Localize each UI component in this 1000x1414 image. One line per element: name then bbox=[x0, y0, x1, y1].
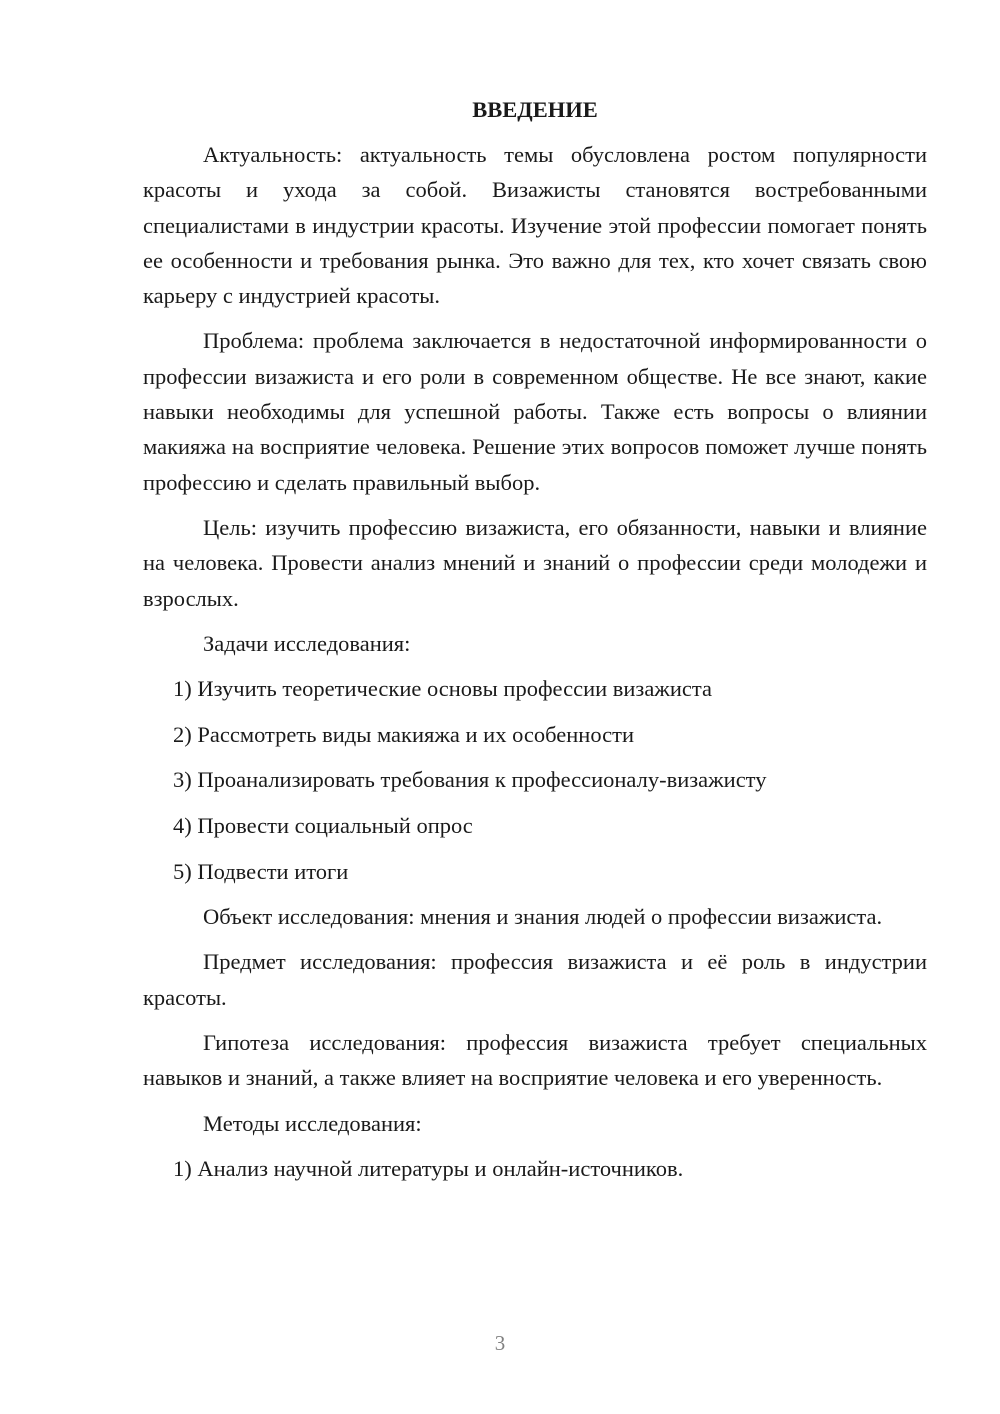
method-item: 1) Анализ научной литературы и онлайн-источников. bbox=[173, 1155, 684, 1181]
goal-paragraph: Цель: изучить профессию визажиста, его обязанности, навыки и влияние на человека. Провести анализ мнений и знаний о профессии среди молодежи и взрослых. bbox=[143, 514, 927, 611]
task-item: 4) Провести социальный опрос bbox=[173, 812, 473, 838]
problem-paragraph: Проблема: проблема заключается в недостаточной информированности о профессии визажиста и его роли в современном обществе. Не все знают, какие навыки необходимы для успешной работы. Также есть вопросы о влиянии макияжа на восприятие человека. Решение этих вопросов поможет лучше понять профессию и сделать правильный выбор. bbox=[143, 328, 927, 495]
hypothesis-paragraph: Гипотеза исследования: профессия визажиста требует специальных навыков и знаний, а также влияет на восприятие человека и его уверенность. bbox=[143, 1030, 927, 1091]
relevance-paragraph: Актуальность: актуальность темы обусловлена ростом популярности красоты и ухода за собой. Визажисты становятся востребованными специалистами в индустрии красоты. Изучение этой профессии помогает понять ее особенности и требования рынка. Это важно для тех, кто хочет связать свою карьеру с индустрией красоты. bbox=[143, 142, 927, 309]
methods-heading: Методы исследования: bbox=[203, 1110, 422, 1136]
tasks-heading: Задачи исследования: bbox=[203, 630, 411, 656]
task-item: 1) Изучить теоретические основы профессии визажиста bbox=[173, 676, 712, 702]
subject-paragraph: Предмет исследования: профессия визажиста и её роль в индустрии красоты. bbox=[143, 949, 927, 1010]
page-number: 3 bbox=[494, 1331, 506, 1355]
section-title: ВВЕДЕНИЕ bbox=[472, 97, 598, 122]
tasks-list bbox=[143, 671, 927, 889]
task-item: 5) Подвести итоги bbox=[173, 858, 349, 884]
methods-list bbox=[143, 1151, 927, 1186]
task-item: 3) Проанализировать требования к профессионалу-визажисту bbox=[173, 767, 767, 793]
object-paragraph: Объект исследования: мнения и знания людей о профессии визажиста. bbox=[203, 904, 883, 930]
document-page bbox=[143, 92, 927, 1197]
task-item: 2) Рассмотреть виды макияжа и их особенности bbox=[173, 721, 635, 747]
